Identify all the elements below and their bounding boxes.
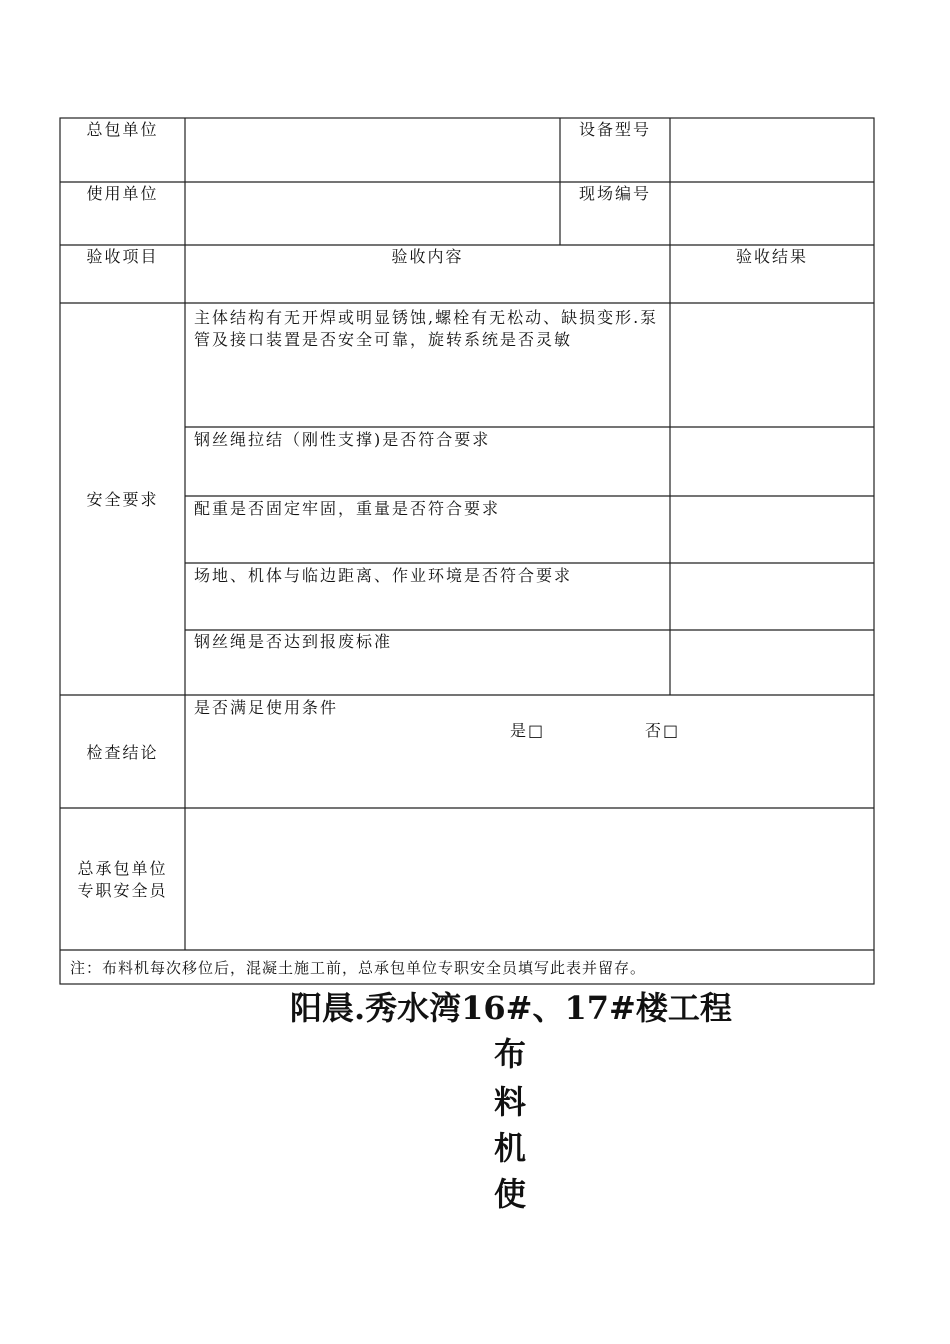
- requirement-1: 主体结构有无开焊或明显锈蚀,螺栓有无松动、缺损变形.泵管及接口装置是否安全可靠，旋转系统是否灵敏: [194, 308, 659, 349]
- requirement-3: 配重是否固定牢固，重量是否符合要求: [194, 499, 501, 518]
- site-number-label: 现场编号: [578, 184, 651, 203]
- general-contractor-label: 总包单位: [86, 120, 159, 139]
- inspection-item-header: 验收项目: [86, 247, 159, 266]
- vertical-title-char-1: 布: [493, 1035, 526, 1073]
- safety-officer-label-line2: 专职安全员: [77, 881, 168, 900]
- requirement-5: 钢丝绳是否达到报废标准: [194, 632, 393, 651]
- no-checkbox-option[interactable]: 否□: [645, 721, 681, 740]
- inspection-content-header: 验收内容: [391, 247, 464, 266]
- equipment-model-label: 设备型号: [578, 120, 651, 139]
- vertical-title-char-3: 机: [493, 1129, 526, 1167]
- requirement-4: 场地、机体与临边距离、作业环境是否符合要求: [194, 566, 573, 585]
- form-note: 注：布料机每次移位后，混凝土施工前，总承包单位专职安全员填写此表并留存。: [70, 959, 647, 977]
- vertical-title-char-4: 使: [493, 1175, 526, 1213]
- conclusion-question: 是否满足使用条件: [194, 698, 339, 717]
- safety-officer-label-line1: 总承包单位: [77, 859, 168, 878]
- safety-requirements-label: 安全要求: [86, 490, 159, 509]
- requirement-2: 钢丝绳拉结（刚性支撑)是否符合要求: [194, 430, 491, 449]
- yes-checkbox-option[interactable]: 是□: [510, 721, 546, 740]
- vertical-title-char-2: 料: [493, 1083, 526, 1121]
- user-unit-label: 使用单位: [86, 184, 159, 203]
- project-title: 阳晨.秀水湾16#、17#楼工程: [290, 989, 732, 1027]
- conclusion-label: 检查结论: [86, 743, 159, 762]
- inspection-result-header: 验收结果: [735, 247, 808, 266]
